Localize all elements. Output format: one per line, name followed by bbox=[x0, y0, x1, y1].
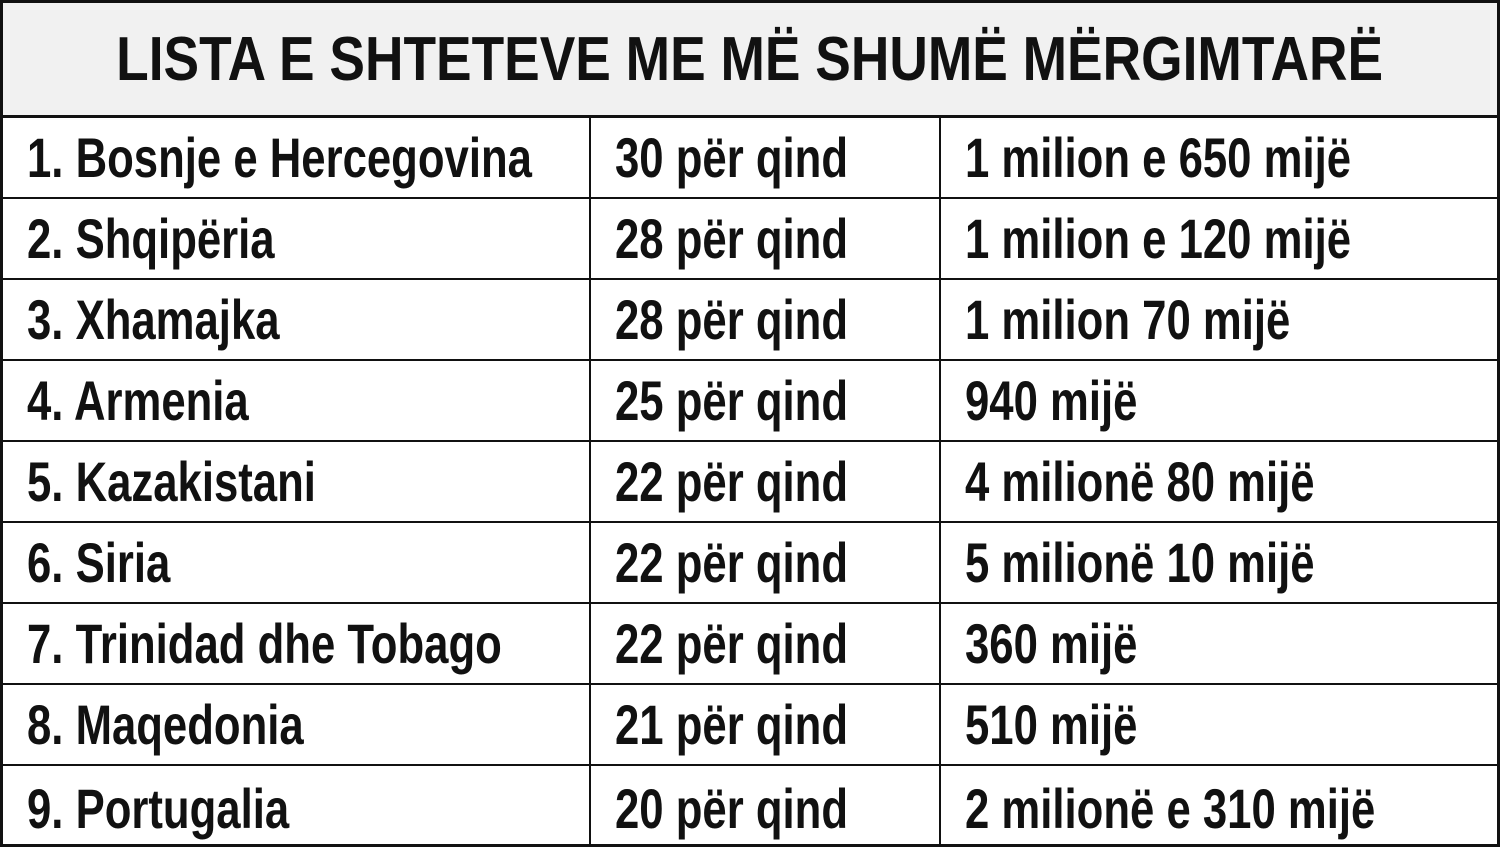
table-title: LISTA E SHTETEVE ME MË SHUMË MËRGIMTARË bbox=[116, 24, 1384, 94]
emigrants-table bbox=[3, 118, 1497, 850]
country-cell: 8. Maqedonia bbox=[27, 693, 304, 756]
amount-cell: 360 mijë bbox=[965, 612, 1138, 675]
amount-cell: 1 milion e 650 mijë bbox=[965, 126, 1352, 189]
table-row bbox=[3, 685, 1497, 766]
country-cell: 7. Trinidad dhe Tobago bbox=[27, 612, 502, 675]
table-row bbox=[3, 766, 1497, 850]
percent-cell: 28 për qind bbox=[615, 288, 849, 351]
country-cell: 4. Armenia bbox=[27, 369, 249, 432]
percent-cell: 22 për qind bbox=[615, 450, 849, 513]
column-divider bbox=[589, 118, 591, 847]
amount-cell: 510 mijë bbox=[965, 693, 1138, 756]
percent-cell: 30 për qind bbox=[615, 126, 849, 189]
table-row bbox=[3, 604, 1497, 685]
percent-cell: 21 për qind bbox=[615, 693, 849, 756]
amount-cell: 1 milion 70 mijë bbox=[965, 288, 1291, 351]
table-row bbox=[3, 118, 1497, 199]
amount-cell: 4 milionë 80 mijë bbox=[965, 450, 1315, 513]
country-cell: 5. Kazakistani bbox=[27, 450, 316, 513]
country-cell: 9. Portugalia bbox=[27, 776, 290, 840]
percent-cell: 20 për qind bbox=[615, 776, 849, 840]
amount-cell: 1 milion e 120 mijë bbox=[965, 207, 1352, 270]
table-header bbox=[3, 3, 1497, 118]
percent-cell: 28 për qind bbox=[615, 207, 849, 270]
percent-cell: 25 për qind bbox=[615, 369, 849, 432]
table-row bbox=[3, 199, 1497, 280]
column-divider bbox=[939, 118, 941, 847]
amount-cell: 2 milionë e 310 mijë bbox=[965, 776, 1376, 840]
country-cell: 3. Xhamajka bbox=[27, 288, 280, 351]
table-row bbox=[3, 280, 1497, 361]
table-row bbox=[3, 523, 1497, 604]
amount-cell: 5 milionë 10 mijë bbox=[965, 531, 1315, 594]
country-cell: 1. Bosnje e Hercegovina bbox=[27, 126, 532, 189]
percent-cell: 22 për qind bbox=[615, 531, 849, 594]
table-row bbox=[3, 361, 1497, 442]
amount-cell: 940 mijë bbox=[965, 369, 1138, 432]
table-row bbox=[3, 442, 1497, 523]
percent-cell: 22 për qind bbox=[615, 612, 849, 675]
country-cell: 2. Shqipëria bbox=[27, 207, 275, 270]
country-cell: 6. Siria bbox=[27, 531, 171, 594]
